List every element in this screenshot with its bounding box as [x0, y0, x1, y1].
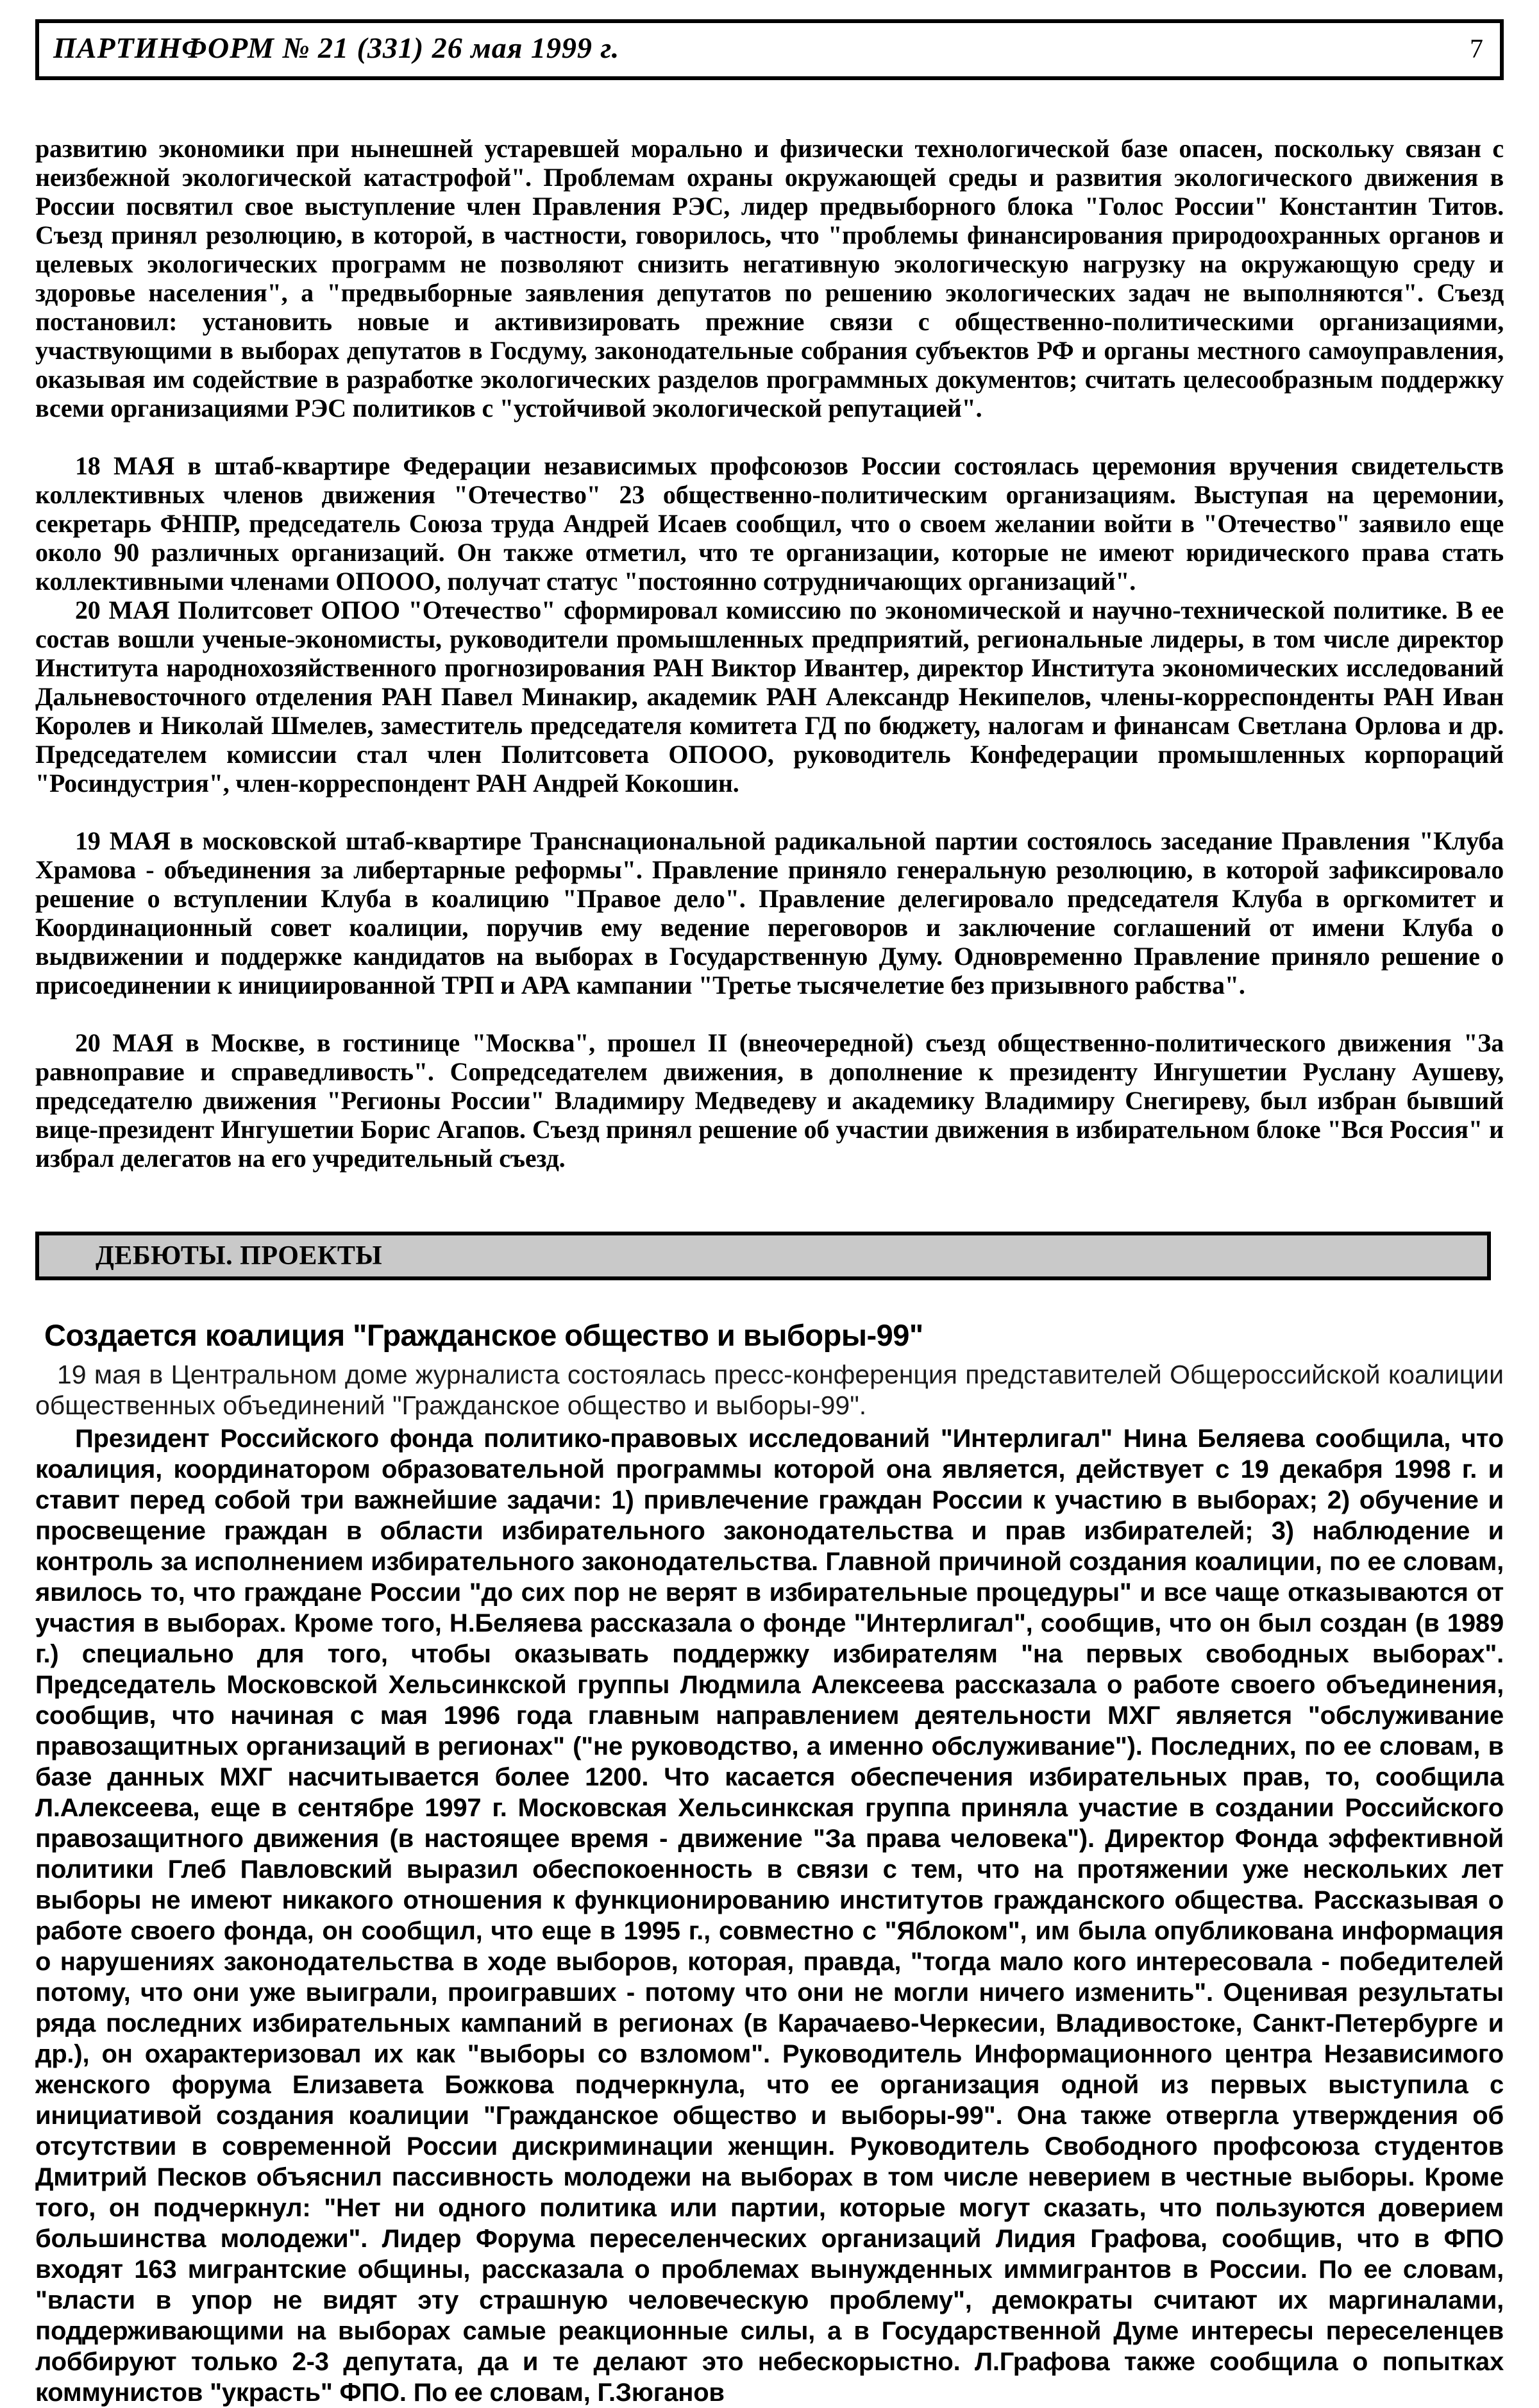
paragraph-19-may-trp: 19 МАЯ в московской штаб-квартире Транснациональной радикальной партии состоялось заседание Правления "Клуба Храмова - объединения за либертарные реформы". Правление приняло генеральную резолюцию, в которой зафиксировало решение о вступлении Клуба в коалицию "Правое дело". Правление делегировало председателя Клуба в оргкомитет и Координационный совет коалиции, поручив ему ведение переговоров и заключение соглашений от имени Клуба о выдвижении и поддержке кандидатов на выборах в Государственную Думу. Одновременно Правление приняло решение о присоединении к инициированной ТРП и АРА кампании "Третье тысячелетие без призывного рабства". — [35, 826, 1504, 999]
news-digest — [35, 134, 1504, 1173]
running-head — [35, 19, 1504, 80]
article-heading: Создается коалиция "Гражданское общество и выборы-99" — [44, 1318, 923, 1352]
newsletter-page — [0, 19, 1539, 2408]
section-header-bar — [35, 1232, 1491, 1280]
paragraph-20-may-moscow: 20 МАЯ в Москве, в гостинице "Москва", прошел II (внеочередной) съезд общественно-политического движения "За равноправие и справедливость". Сопредседателем движения, в дополнение к президенту Ингушетии Руслану Аушеву, председателю движения "Регионы России" Владимиру Медведеву и академику Владимиру Снегиреву, был избран бывший вице-президент Ингушетии Борис Агапов. Съезд принял решение об участии движения в избирательном блоке "Вся Россия" и избрал делегатов на его учредительный съезд. — [35, 1028, 1504, 1173]
paragraph-18-may-fnpr: 18 МАЯ в штаб-квартире Федерации независимых профсоюзов России состоялась церемония вручения свидетельств коллективных членов движения "Отечество" 23 общественно-политическим организациям. Выступая на церемонии, секретарь ФНПР, председатель Союза труда Андрей Исаев сообщил, что о своем желании войти в "Отечество" заявило еще около 90 различных организаций. Он также отметил, что те организации, которые не имеют юридического права стать коллективными членами ОПООО, получат статус "постоянно сотрудничающих организаций". — [35, 451, 1504, 596]
paragraph-ecology-congress: развитию экономики при нынешней устаревшей морально и физически технологической базе опасен, поскольку связан с неизбежной экологической катастрофой". Проблемам охраны окружающей среды и развития экологического движения в России посвятил свое выступление член Правления РЭС, лидер предвыборного блока "Голос России" Константин Титов. Съезд принял резолюцию, в которой, в частности, говорилось, что "проблемы финансирования природоохранных органов и целевых экологических программ не позволяют снизить негативную экологическую нагрузку на окружающую среду и здоровье населения", а "предвыборные заявления депутатов по решению экологических задач не выполняются". Съезд постановил: установить новые и активизировать прежние связи с общественно-политическими организациями, участвующими в выборах депутатов в Госдуму, законодательные собрания субъектов РФ и органы местного самоуправления, оказывая им содействие в разработке экологических разделов программных документов; считать целесообразным поддержку всеми организациями РЭС политиков с "устойчивой экологической репутацией". — [35, 134, 1504, 422]
article-lead: 19 мая в Центральном доме журналиста состоялась пресс-конференция представителей Общероссийской коалиции общественных объединений "Гражданское общество и выборы-99". — [35, 1360, 1504, 1420]
newsletter-title: ПАРТИНФОРМ № 21 (331) 26 мая 1999 г. — [53, 31, 620, 64]
paragraph-20-may-politsovet: 20 МАЯ Политсовет ОПОО "Отечество" сформировал комиссию по экономической и научно-технической политике. В ее состав вошли ученые-экономисты, руководители промышленных предприятий, региональные лидеры, в том числе директор Института народнохозяйственного прогнозирования РАН Виктор Ивантер, директор Института экономических исследований Дальневосточного отделения РАН Павел Минакир, академик РАН Александр Некипелов, члены-корреспонденты РАН Иван Королев и Николай Шмелев, заместитель председателя комитета ГД по бюджету, налогам и финансам Светлана Орлова и др. Председателем комиссии стал член Политсовета ОПООО, руководитель Конфедерации промышленных корпораций "Росиндустрия", член-корреспондент РАН Андрей Кокошин. — [35, 596, 1504, 798]
page-number: 7 — [1470, 35, 1483, 64]
section-title: ДЕБЮТЫ. ПРОЕКТЫ — [96, 1241, 383, 1271]
article-body: Президент Российского фонда политико-правовых исследований "Интерлигал" Нина Беляева сообщила, что коалиция, координатором образовательной программы которой она является, действует с 19 декабря 1998 г. и ставит перед собой три важнейшие задачи: 1) привлечение граждан России к участию в выборах; 2) обучение и просвещение граждан в области избирательного законодательства и прав избирателей; 3) наблюдение и контроль за исполнением избирательного законодательства. Главной причиной создания коалиции, по ее словам, явилось то, что граждане России "до сих пор не верят в избирательные процедуры" и все чаще отказываются от участия в выборах. Кроме того, Н.Беляева рассказала о фонде "Интерлигал", сообщив, что он был создан (в 1989 г.) специально для того, чтобы оказывать поддержку избирателям "на первых свободных выборах". Председатель Московской Хельсинкской группы Людмила Алексеева рассказала о работе своего объединения, сообщив, что начиная с мая 1996 года главным направлением деятельности МХГ является "обслуживание правозащитных организаций в регионах" ("не руководство, а именно обслуживание"). Последних, по ее словам, в базе данных МХГ насчитывается более 1200. Что касается обеспечения избирательных прав, то, сообщила Л.Алексеева, еще в сентябре 1997 г. Московская Хельсинкская группа приняла участие в создании Российского правозащитного движения (в настоящее время - движение "За права человека"). Директор Фонда эффективной политики Глеб Павловский выразил обеспокоенность в связи с тем, что на протяжении уже нескольких лет выборы не имеют никакого отношения к функционированию институтов гражданского общества. Рассказывая о работе своего фонда, он сообщил, что еще в 1995 г., совместно с "Яблоком", им была опубликована информация о нарушениях законодательства в ходе выборов, которая, правда, "тогда мало кого интересовала - победителей потому, что они уже выиграли, проигравших - потому что они не могли ничего изменить". Оценивая результаты ряда последних избирательных кампаний в регионах (в Карачаево-Черкесии, Владивостоке, Санкт-Петербурге и др.), он охарактеризовал их как "выборы со взломом". Руководитель Информационного центра Независимого женского форума Елизавета Божкова подчеркнула, что ее организация одной из первых выступила с инициативой создания коалиции "Гражданское общество и выборы-99". Она также отвергла утверждения об отсутствии в современной России дискриминации женщин. Руководитель Свободного профсоюза студентов Дмитрий Песков объяснил пассивность молодежи на выборах в том числе неверием в честные выборы. Кроме того, он подчеркнул: "Нет ни одного политика или партии, которые могут сказать, что пользуются доверием большинства молодежи". Лидер Форума переселенческих организаций Лидия Графова, сообщив, что в ФПО входят 163 мигрантские общины, рассказала о проблемах вынужденных иммигрантов в России. По ее словам, "власти в упор не видят эту страшную человеческую проблему", демократы считают их маргиналами, поддерживающими на выборах самые реакционные силы, а в Государственной Думе интересы переселенцев лоббируют только 2-3 депутата, да и те делают это небескорыстно. Л.Графова также сообщила о попытках коммунистов "украсть" ФПО. По ее словам, Г.Зюганов — [35, 1425, 1504, 2407]
